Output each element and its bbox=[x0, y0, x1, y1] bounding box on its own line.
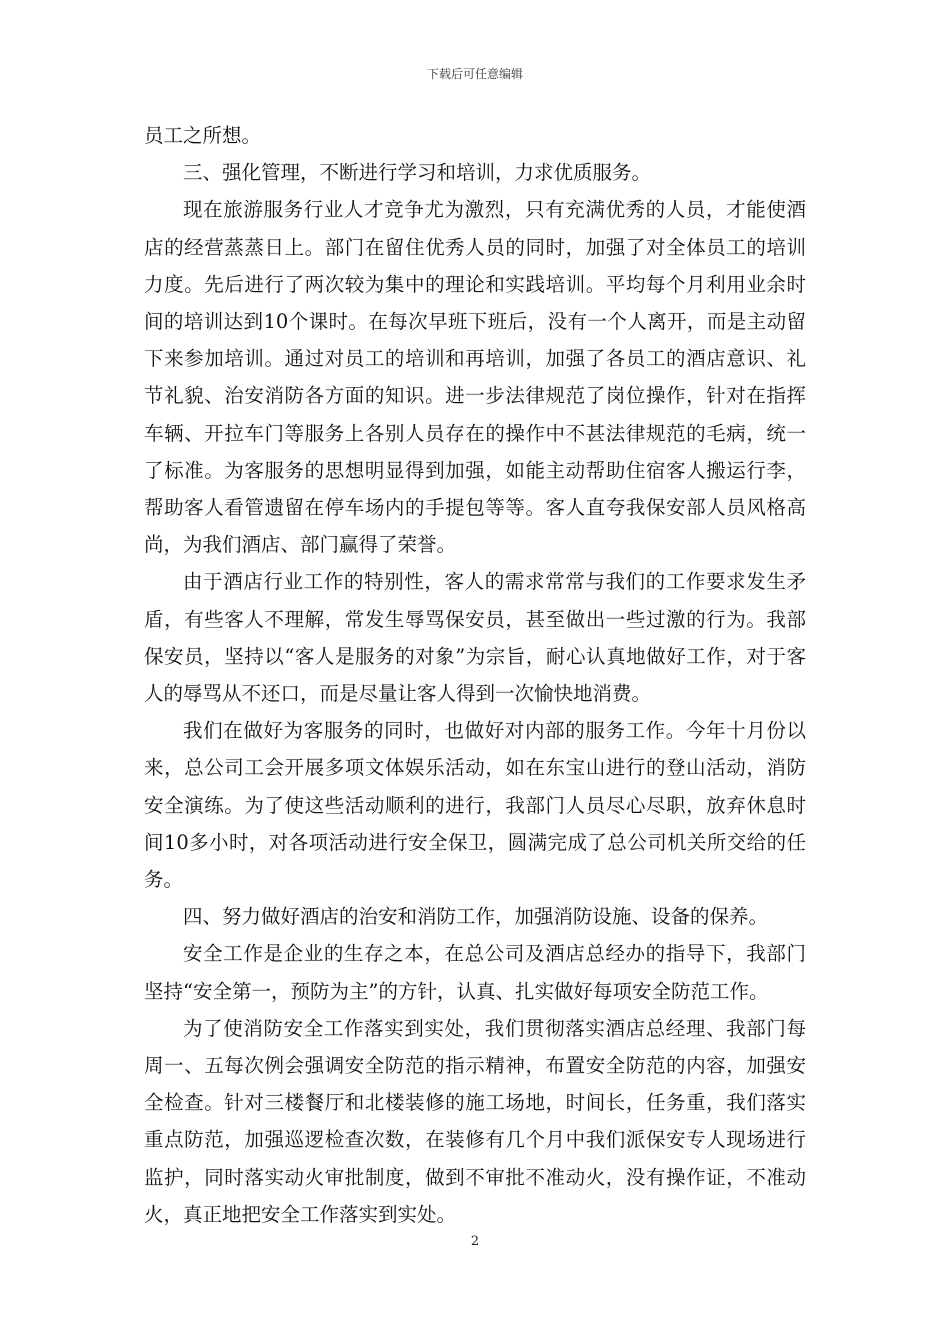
page-header: 下载后可任意编辑 bbox=[426, 67, 523, 81]
paragraph-internal-service: 我们在做好为客服务的同时，也做好对内部的服务工作。今年十月份以来，总公司工会开展多项文体娱乐活动，如在东宝山进行的登山活动，消防安全演练。为了使这些活动顺利的进行，我部门人员尽心尽职，放弃休息时间10多小时，对各项活动进行安全保卫，圆满完成了总公司机关所交给的任务。 bbox=[144, 719, 806, 892]
paragraph-safety-policy: 安全工作是企业的生存之本，在总公司及酒店总经办的指导下，我部门坚持“安全第一，预防为主”的方针，认真、扎实做好每项安全防范工作。 bbox=[144, 942, 806, 1003]
paragraph-fire-safety: 为了使消防安全工作落实到实处，我们贯彻落实酒店总经理、我部门每周一、五每次例会强调安全防范的指示精神，布置安全防范的内容，加强安全检查。针对三楼餐厅和北楼装修的施工场地，时间长，任务重，我们落实重点防范，加强巡逻检查次数，在装修有几个月中我们派保安专人现场进行监护，同时落实动火审批制度，做到不审批不准动火，没有操作证，不准动火，真正地把安全工作落实到实处。 bbox=[144, 1016, 806, 1226]
section-heading-3: 三、强化管理，不断进行学习和培训，力求优质服务。 bbox=[183, 161, 652, 185]
paragraph-1: 员工之所想。 bbox=[144, 124, 262, 147]
page-number: 2 bbox=[470, 1234, 480, 1249]
document-body bbox=[144, 117, 806, 1233]
section-heading-4: 四、努力做好酒店的治安和消防工作，加强消防设施、设备的保养。 bbox=[183, 905, 769, 929]
paragraph-training: 现在旅游服务行业人才竞争尤为激烈，只有充满优秀的人员，才能使酒店的经营蒸蒸日上。部门在留住优秀人员的同时，加强了对全体员工的培训力度。先后进行了两次较为集中的理论和实践培训。平均每个月利用业余时间的培训达到10个课时。在每次早班下班后，没有一个人离开，而是主动留下来参加培训。通过对员工的培训和再培训，加强了各员工的酒店意识、礼节礼貌、治安消防各方面的知识。进一步法律规范了岗位操作，针对在指挥车辆、开拉车门等服务上各别人员存在的操作中不甚法律规范的毛病，统一了标准。为客服务的思想明显得到加强，如能主动帮助住宿客人搬运行李，帮助客人看管遗留在停车场内的手提包等等。客人直夸我保安部人员风格高尚，为我们酒店、部门赢得了荣誉。 bbox=[144, 198, 806, 557]
paragraph-customer-conflict: 由于酒店行业工作的特别性，客人的需求常常与我们的工作要求发生矛盾，有些客人不理解，常发生辱骂保安员，甚至做出一些过激的行为。我部保安员，坚持以“客人是服务的对象”为宗旨，耐心认真地做好工作，对于客人的辱骂从不还口，而是尽量让客人得到一次愉快地消费。 bbox=[144, 570, 806, 706]
